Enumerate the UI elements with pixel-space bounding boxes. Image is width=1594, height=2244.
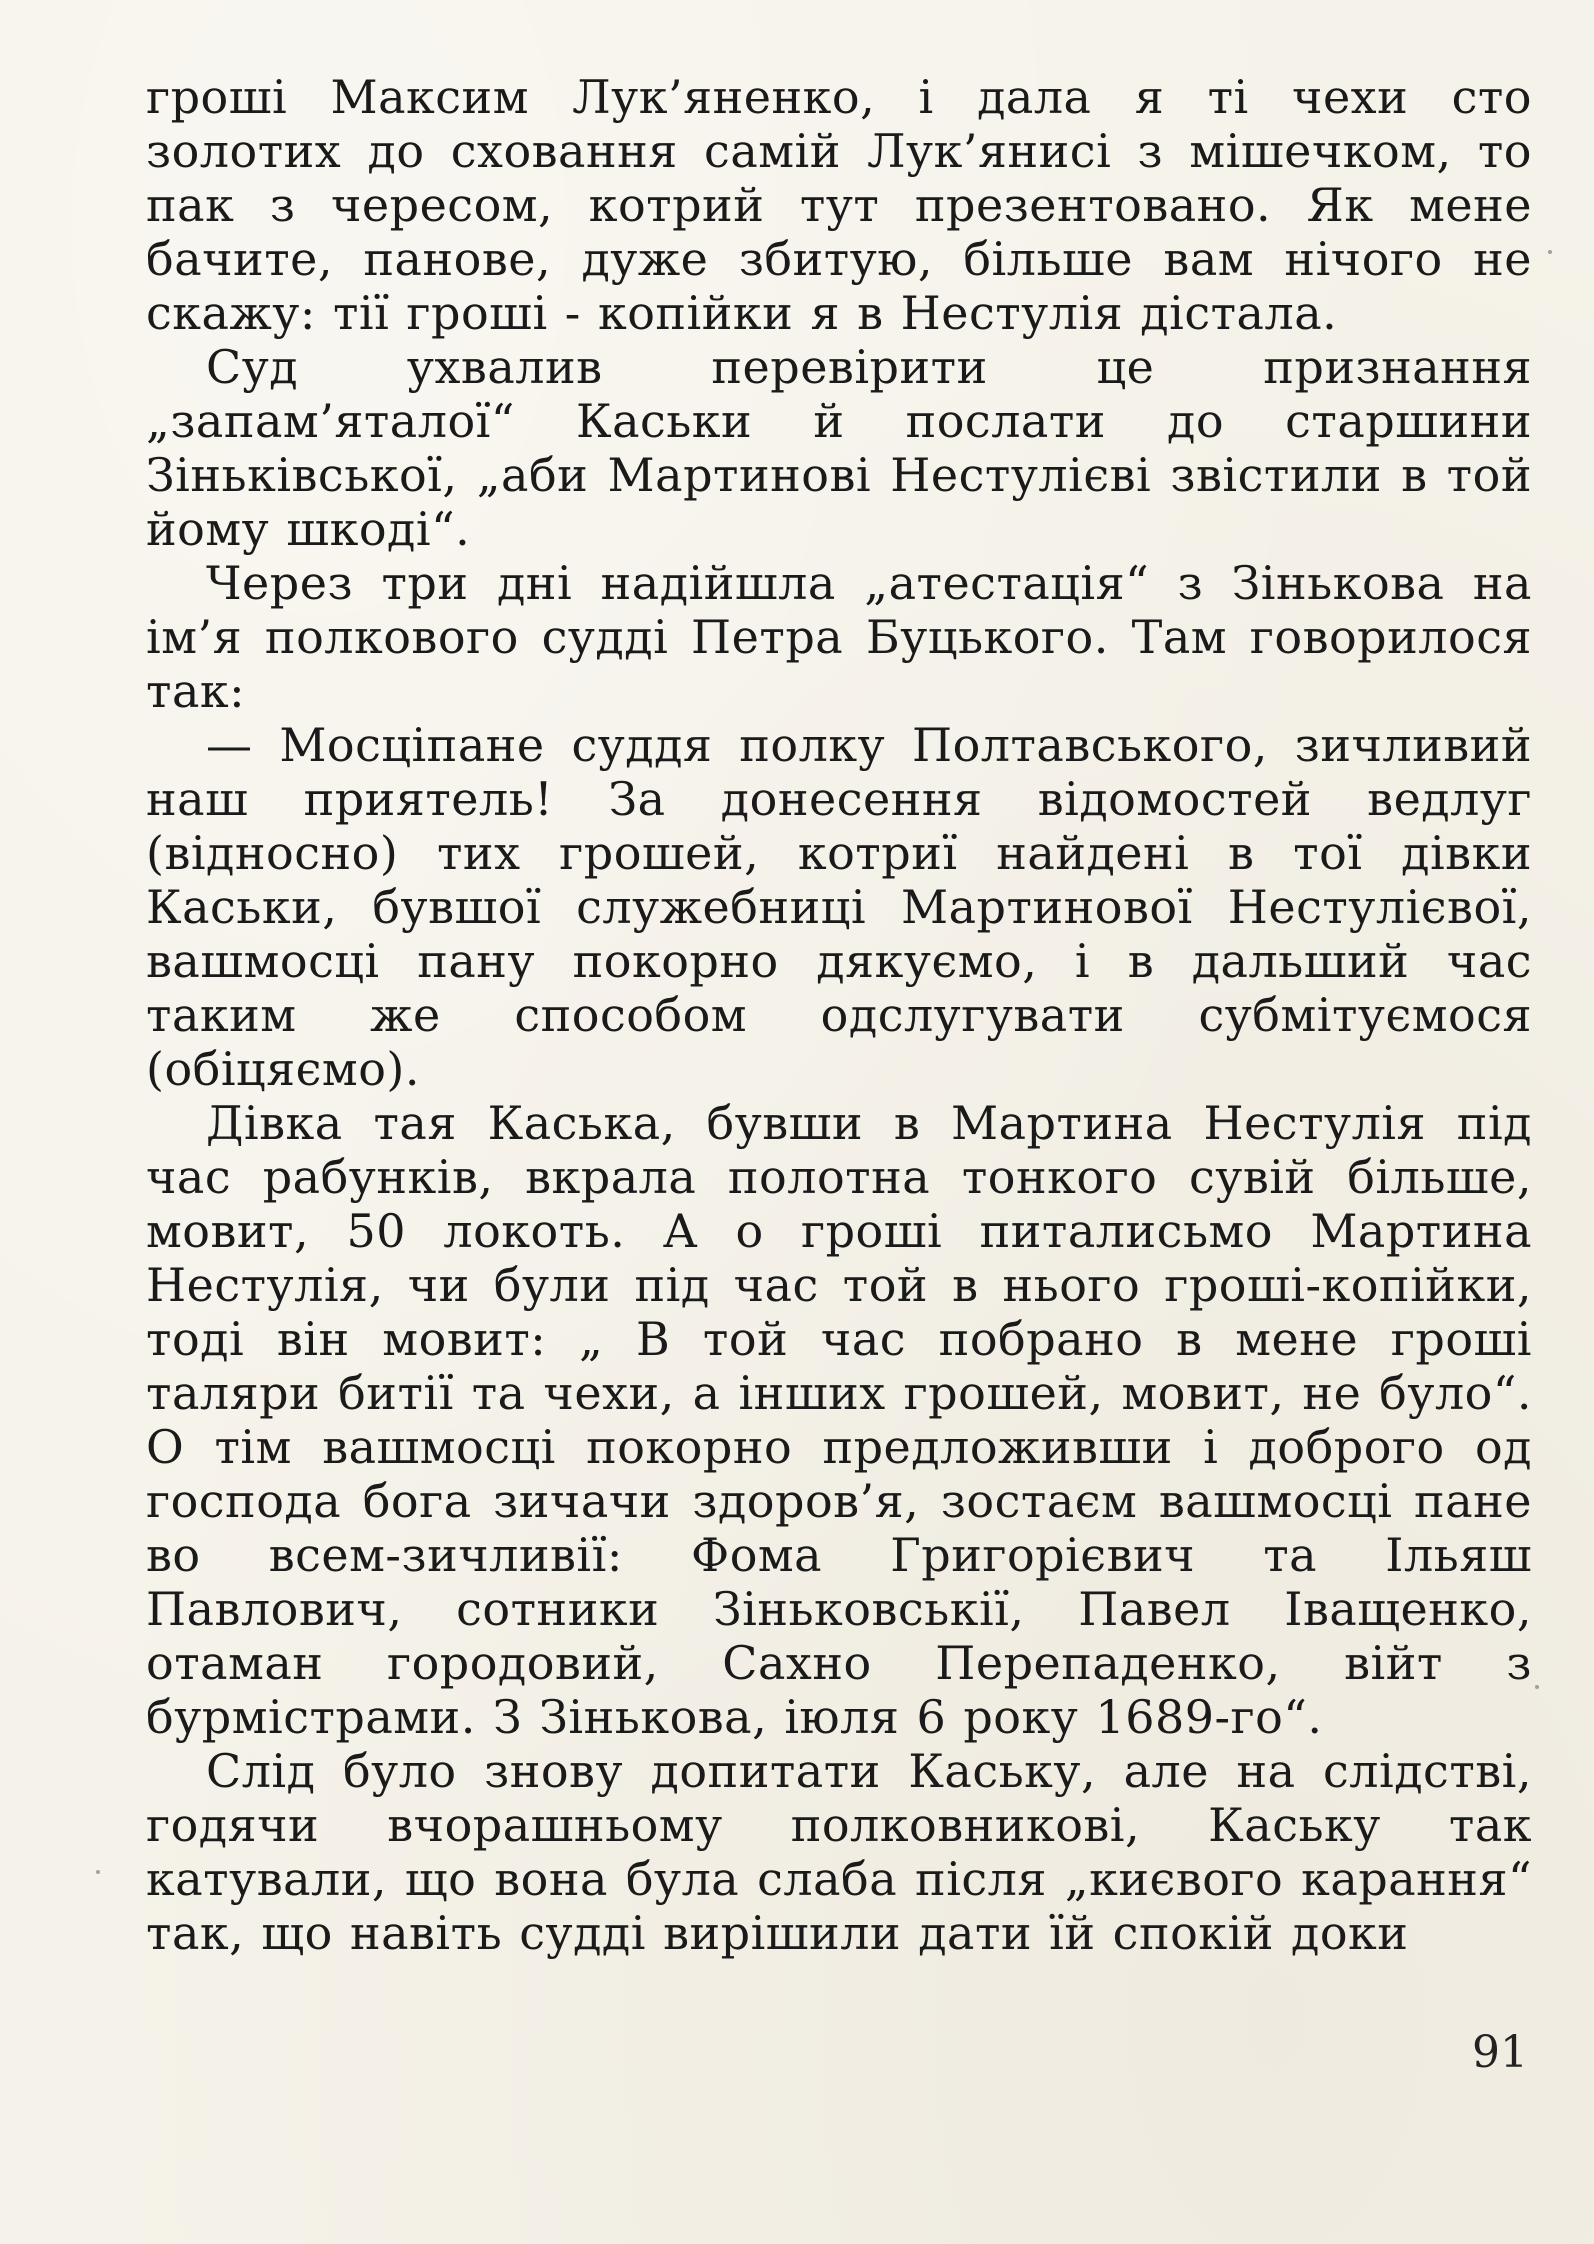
paragraph-4: — Мосціпане суддя полку Полтавського, зичливий наш приятель! За донесення відомостей ведлуг (відносно) тих грошей, котриї найдені в тої дівки Каськи, бувшої служебниці Мартинової Нестулієвої, вашмосці пану покорно дякуємо, і в дальший час таким же способом одслугувати субмітуємося (обіцяємо). bbox=[146, 718, 1532, 1096]
page-number: 91 bbox=[1472, 2027, 1528, 2078]
paper-speck bbox=[1548, 250, 1552, 254]
paragraph-6: Слід було знову допитати Каську, але на слідстві, годячи вчорашньому полковникові, Каську так катували, що вона була слаба після „києвого карання“ так, що навіть судді вирішили дати їй спокій доки bbox=[146, 1744, 1532, 1960]
paper-speck bbox=[1535, 1685, 1539, 1689]
body-text bbox=[146, 70, 1532, 1960]
paragraph-2: Суд ухвалив перевірити це признання „запам’яталої“ Каськи й послати до старшини Зіньківської, „аби Мартинові Нестулієві звістили в той йому шкоді“. bbox=[146, 340, 1532, 556]
paper-speck bbox=[96, 1870, 100, 1874]
paragraph-1: гроші Максим Лук’яненко, і дала я ті чехи сто золотих до сховання самій Лук’янисі з мішечком, то пак з чересом, котрий тут презентовано. Як мене бачите, панове, дуже збитую, більше вам нічого не скажу: тії гроші - копійки я в Нестулія дістала. bbox=[146, 70, 1532, 340]
paragraph-5: Дівка тая Каська, бувши в Мартина Нестулія під час рабунків, вкрала полотна тонкого сувій більше, мовит, 50 локоть. А о гроші питалисьмо Мартина Нестулія, чи були під час той в нього гроші-копійки, тоді він мовит: „ В той час побрано в мене гроші таляри битії та чехи, а інших грошей, мовит, не було“. О тім вашмосці покорно предложивши і доброго од господа бога зичачи здоров’я, зостаєм вашмосці пане во всем-зичливії: Фома Григорієвич та Ільяш Павлович, сотники Зіньковськії, Павел Іващенко, отаман городовий, Сахно Перепаденко, війт з бурмістрами. З Зінькова, іюля 6 року 1689-го“. bbox=[146, 1096, 1532, 1744]
paragraph-3: Через три дні надійшла „атестація“ з Зінькова на ім’я полкового судді Петра Буцького. Там говорилося так: bbox=[146, 556, 1532, 718]
